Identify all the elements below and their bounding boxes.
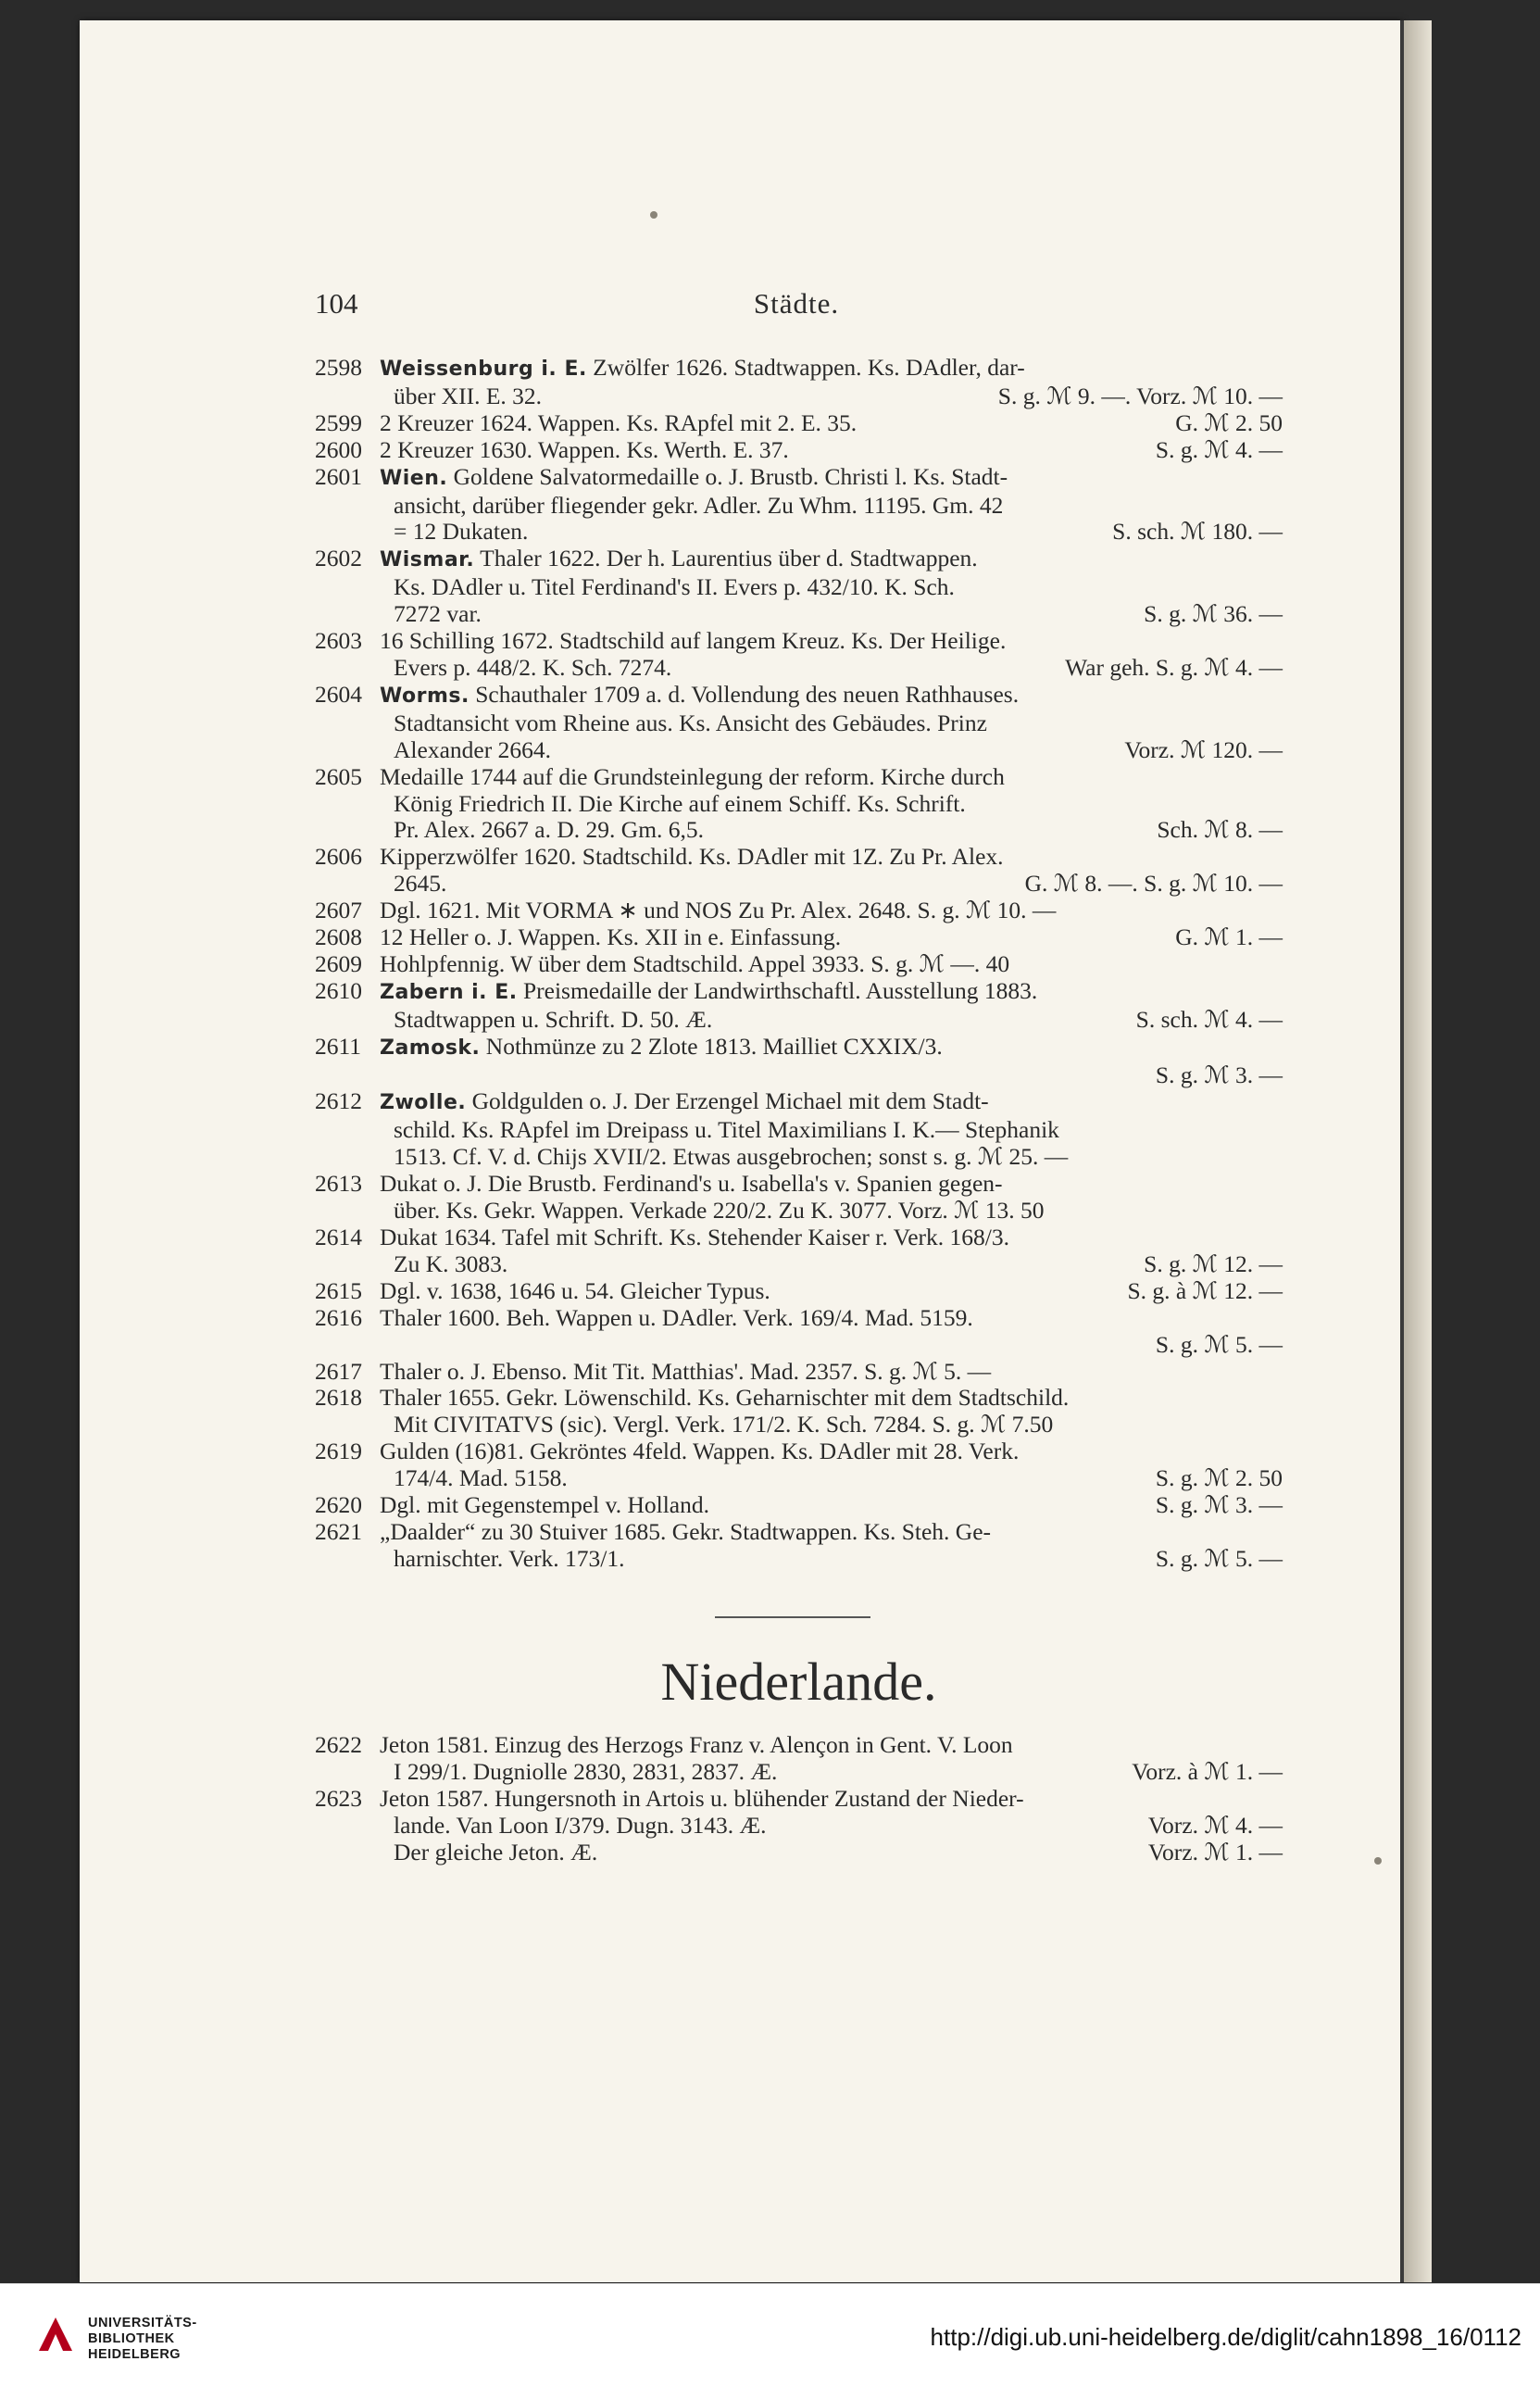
price-grade: S. g. ℳ 36. — (1144, 600, 1283, 628)
entry-line (315, 1062, 1283, 1089)
entry-line (315, 737, 1283, 764)
entry-line (315, 464, 1283, 493)
entry-text (394, 817, 704, 844)
description: Jeton 1587. Hungersnoth in Artois u. blühender Zustand der Nieder- (380, 1784, 1024, 1812)
entry-line (315, 1546, 1283, 1573)
entry-text (315, 1519, 991, 1546)
entry-line (315, 410, 1283, 437)
entry-text (315, 437, 789, 464)
section-divider (715, 1616, 870, 1618)
description: = 12 Dukaten. (394, 518, 529, 546)
entry-line (315, 355, 1283, 383)
catalog-entry (315, 1278, 1283, 1305)
description: Pr. Alex. 2667 a. D. 29. Gm. 6,5. (394, 816, 705, 844)
description: Hohlpfennig. W über dem Stadtschild. Appel 3933. S. g. ℳ —. 40 (380, 949, 1010, 977)
entry-text (394, 1117, 1059, 1144)
description: I 299/1. Dugniolle 2830, 2831, 2837. Æ. (394, 1757, 778, 1785)
lot-number: 2604 (315, 680, 362, 708)
price-grade (1264, 1117, 1283, 1144)
description: Goldgulden o. J. Der Erzengel Michael mit dem Stadt- (466, 1087, 989, 1115)
catalog-entry (315, 1225, 1283, 1278)
description: Dgl. 1621. Mit VORMA ∗ und NOS Zu Pr. Alex. 2648. S. g. ℳ 10. — (380, 897, 1057, 924)
entry-text (394, 737, 551, 764)
price-grade: S. g. ℳ 4. — (1155, 435, 1283, 463)
price-grade (1264, 1171, 1283, 1198)
entry-line (315, 1088, 1283, 1117)
entry-text (315, 1278, 770, 1305)
city-name: Zabern i. E. (380, 980, 518, 1004)
page-header (315, 287, 1278, 333)
entry-line (315, 1813, 1283, 1840)
description: 12 Heller o. J. Wappen. Ks. XII in e. Einfassung. (380, 923, 842, 951)
description: Alexander 2664. (394, 735, 551, 763)
entry-text (315, 1786, 1024, 1813)
library-name (88, 2316, 197, 2363)
price-grade: Vorz. ℳ 4. — (1147, 1811, 1283, 1839)
description: Dgl. v. 1638, 1646 u. 54. Gleicher Typus. (380, 1276, 770, 1304)
price-grade: Sch. ℳ 8. — (1157, 816, 1283, 844)
description: Ks. DAdler u. Titel Ferdinand's II. Evers p. 432/10. K. Sch. (394, 573, 955, 601)
entry-line (315, 437, 1283, 464)
catalog-entry (315, 355, 1283, 410)
entry-text (394, 383, 542, 410)
entry-line (315, 574, 1283, 601)
entry-line (315, 1438, 1283, 1465)
price-grade (1264, 464, 1283, 493)
entry-text (394, 655, 671, 682)
entry-line (315, 1519, 1283, 1546)
lot-number: 2606 (315, 843, 362, 871)
catalog-entry (315, 951, 1283, 978)
catalog-entry (315, 844, 1283, 898)
price-grade: S. g. ℳ 5. — (1155, 1330, 1283, 1358)
price-grade (1264, 1786, 1283, 1813)
entry-text (315, 628, 1006, 655)
entry-line (315, 764, 1283, 791)
price-grade (1264, 1412, 1283, 1438)
entry-text (315, 1305, 973, 1332)
entry-line (315, 898, 1283, 924)
price-grade (1264, 1305, 1283, 1332)
entry-text (315, 355, 1025, 383)
entry-text (394, 1840, 597, 1866)
price-grade (1264, 710, 1283, 737)
price-grade (1264, 1198, 1283, 1225)
entry-line (315, 1007, 1283, 1034)
entry-text (315, 682, 1019, 710)
price-grade (1264, 355, 1283, 383)
description: Dukat o. J. Die Brustb. Ferdinand's u. Isabella's v. Spanien gegen- (380, 1170, 1003, 1198)
catalog-entries (315, 355, 1283, 1573)
entry-text (394, 1198, 1045, 1225)
description: Medaille 1744 auf die Grundsteinlegung der reform. Kirche durch (380, 762, 1005, 790)
price-grade: G. ℳ 1. — (1175, 923, 1283, 951)
catalog-entry (315, 978, 1283, 1034)
price-grade (1264, 1088, 1283, 1117)
entry-line (315, 1278, 1283, 1305)
entry-text (394, 1412, 1053, 1438)
entry-line (315, 628, 1283, 655)
library-name-line: HEIDELBERG (88, 2347, 182, 2362)
catalog-entry (315, 464, 1283, 546)
description: „Daalder“ zu 30 Stuiver 1685. Gekr. Stadtwappen. Ks. Steh. Ge- (380, 1517, 991, 1545)
price-grade: S. g. ℳ 5. — (1155, 1544, 1283, 1572)
entry-text (315, 1225, 1009, 1251)
lot-number: 2610 (315, 976, 362, 1004)
city-name: Wien. (380, 466, 448, 490)
entry-text (315, 924, 841, 951)
price-grade: Vorz. à ℳ 1. — (1132, 1757, 1283, 1785)
entry-line (315, 1385, 1283, 1412)
entry-text (394, 1251, 507, 1278)
catalog-entry (315, 1385, 1283, 1438)
entry-text (394, 1144, 1068, 1171)
library-name-line: BIBLIOTHEK (88, 2331, 175, 2346)
entry-text (315, 978, 1037, 1007)
entry-line (315, 951, 1283, 978)
entry-line (315, 924, 1283, 951)
catalog-entry (315, 437, 1283, 464)
city-name: Weissenburg i. E. (380, 358, 587, 381)
lot-number: 2621 (315, 1517, 362, 1545)
price-grade (1264, 1359, 1283, 1386)
description: Evers p. 448/2. K. Sch. 7274. (394, 653, 672, 681)
paper-speck (1374, 1857, 1382, 1865)
lot-number: 2609 (315, 949, 362, 977)
entry-line (315, 601, 1283, 628)
entry-text (394, 1759, 777, 1786)
price-grade: War geh. S. g. ℳ 4. — (1065, 653, 1283, 681)
catalog-entry (315, 1359, 1283, 1386)
catalog-entry (315, 628, 1283, 682)
entry-text (394, 1465, 568, 1492)
entry-line (315, 1465, 1283, 1492)
price-grade: S. g. ℳ 12. — (1144, 1250, 1283, 1277)
price-grade (1264, 546, 1283, 574)
entry-line (315, 844, 1283, 871)
city-name: Zwolle. (380, 1091, 467, 1115)
library-name-line: UNIVERSITÄTS- (88, 2316, 197, 2330)
lot-number: 2613 (315, 1170, 362, 1198)
entry-line (315, 978, 1283, 1007)
entry-text (394, 519, 528, 546)
description: Thaler 1622. Der h. Laurentius über d. Stadtwappen. (474, 545, 978, 572)
catalog-entry (315, 1438, 1283, 1492)
lot-number: 2616 (315, 1303, 362, 1331)
price-grade: G. ℳ 8. —. S. g. ℳ 10. — (1024, 870, 1283, 898)
entry-text (315, 1732, 1013, 1759)
price-grade (1264, 898, 1283, 924)
entry-text (315, 1492, 709, 1519)
price-grade (1264, 628, 1283, 655)
price-grade (1264, 791, 1283, 818)
price-grade (1264, 1732, 1283, 1759)
description: Stadtansicht vom Rheine aus. Ks. Ansicht des Gebäudes. Prinz (394, 709, 987, 736)
catalog-entry (315, 1786, 1283, 1866)
price-grade (1264, 1519, 1283, 1546)
entry-line (315, 682, 1283, 710)
lot-number: 2603 (315, 627, 362, 655)
entry-text (315, 898, 1056, 924)
description: Preismedaille der Landwirthschaftl. Ausstellung 1883. (517, 976, 1038, 1004)
price-grade: S. sch. ℳ 4. — (1135, 1005, 1283, 1033)
description: Der gleiche Jeton. Æ. (394, 1838, 598, 1865)
price-grade: Vorz. ℳ 1. — (1147, 1838, 1283, 1865)
entry-text (315, 1359, 991, 1386)
lot-number: 2620 (315, 1491, 362, 1519)
lot-number: 2608 (315, 923, 362, 951)
page-number: 104 (315, 287, 358, 320)
entry-text (394, 1546, 625, 1573)
description: Thaler o. J. Ebenso. Mit Tit. Matthias'. Mad. 2357. S. g. ℳ 5. — (380, 1357, 992, 1385)
lot-number: 2600 (315, 435, 362, 463)
permalink-url[interactable]: http://digi.ub.uni-heidelberg.de/diglit/cahn1898_16/0112 (930, 2323, 1521, 2351)
section-title: Niederlande. (660, 1652, 937, 1712)
price-grade: Vorz. ℳ 120. — (1124, 735, 1283, 763)
description: Goldene Salvatormedaille o. J. Brustb. Christi l. Ks. Stadt- (447, 462, 1008, 490)
description: Dgl. mit Gegenstempel v. Holland. (380, 1491, 709, 1519)
entry-text (394, 574, 955, 601)
library-logo-icon (35, 2314, 76, 2355)
catalog-entry (315, 1732, 1283, 1786)
entry-text (394, 791, 966, 818)
price-grade: S. g. à ℳ 12. — (1127, 1276, 1283, 1304)
catalog-entry (315, 546, 1283, 628)
catalog-entry (315, 898, 1283, 924)
entry-line (315, 1251, 1283, 1278)
description: ansicht, darüber fliegender gekr. Adler. Zu Whm. 11195. Gm. 42 (394, 491, 1004, 519)
description: Zu K. 3083. (394, 1250, 508, 1277)
entry-text (315, 844, 1004, 871)
lot-number: 2623 (315, 1784, 362, 1812)
catalog-entry (315, 1088, 1283, 1171)
city-name: Worms. (380, 684, 470, 708)
description: harnischter. Verk. 173/1. (394, 1544, 625, 1572)
price-grade (1264, 1438, 1283, 1465)
catalog-entry (315, 1492, 1283, 1519)
entry-line (315, 1332, 1283, 1359)
entry-text (315, 410, 857, 437)
entry-line (315, 1492, 1283, 1519)
catalog-entry (315, 1171, 1283, 1225)
entry-line (315, 1034, 1283, 1062)
catalog-entry (315, 1034, 1283, 1089)
price-grade (1264, 682, 1283, 710)
price-grade (1264, 1385, 1283, 1412)
entry-line (315, 546, 1283, 574)
entry-line (315, 383, 1283, 410)
entry-line (315, 710, 1283, 737)
entry-line (315, 1759, 1283, 1786)
entry-line (315, 871, 1283, 898)
entry-text (315, 464, 1008, 493)
lot-number: 2617 (315, 1357, 362, 1385)
catalog-entry (315, 410, 1283, 437)
lot-number: 2614 (315, 1224, 362, 1250)
catalog-entry (315, 1519, 1283, 1573)
entry-text (315, 764, 1005, 791)
entry-line (315, 1305, 1283, 1332)
entry-line (315, 1171, 1283, 1198)
entry-text (315, 1385, 1069, 1412)
lot-number: 2622 (315, 1731, 362, 1758)
entry-text (394, 1813, 767, 1840)
description: König Friedrich II. Die Kirche auf einem Schiff. Ks. Schrift. (394, 789, 966, 817)
entry-text (315, 951, 1009, 978)
paper-speck (650, 211, 657, 219)
description: 2 Kreuzer 1624. Wappen. Ks. RApfel mit 2. E. 35. (380, 408, 858, 436)
price-grade: S. sch. ℳ 180. — (1112, 518, 1283, 546)
catalog-entry (315, 924, 1283, 951)
entry-text (315, 1171, 1003, 1198)
description: 16 Schilling 1672. Stadtschild auf langem Kreuz. Ks. Der Heilige. (380, 627, 1007, 655)
price-grade (1264, 764, 1283, 791)
lot-number: 2619 (315, 1438, 362, 1465)
entry-text (315, 1034, 943, 1062)
lot-number: 2601 (315, 462, 362, 490)
entry-line (315, 655, 1283, 682)
entry-text (394, 601, 482, 628)
description: Thaler 1655. Gekr. Löwenschild. Ks. Geharnischter mit dem Stadtschild. (380, 1384, 1070, 1412)
entry-line (315, 791, 1283, 818)
lot-number: 2612 (315, 1087, 362, 1115)
description: Stadtwappen u. Schrift. D. 50. Æ. (394, 1005, 713, 1033)
entry-text (394, 493, 1003, 520)
lot-number: 2611 (315, 1032, 362, 1060)
description: 2 Kreuzer 1630. Wappen. Ks. Werth. E. 37. (380, 435, 789, 463)
description: Schauthaler 1709 a. d. Vollendung des neuen Rathhauses. (469, 680, 1020, 708)
price-grade: S. g. ℳ 3. — (1155, 1491, 1283, 1519)
entry-text (394, 1007, 712, 1034)
entry-line (315, 817, 1283, 844)
price-grade: S. g. ℳ 9. —. Vorz. ℳ 10. — (997, 382, 1283, 409)
entry-line (315, 1117, 1283, 1144)
catalog-entry (315, 682, 1283, 764)
lot-number: 2602 (315, 545, 362, 572)
lot-number: 2607 (315, 897, 362, 924)
entry-line (315, 1840, 1283, 1866)
catalog-entries-niederlande (315, 1732, 1283, 1866)
description: 174/4. Mad. 5158. (394, 1464, 568, 1492)
entry-line (315, 1786, 1283, 1813)
entry-line (315, 519, 1283, 546)
lot-number: 2605 (315, 762, 362, 790)
description: über XII. E. 32. (394, 382, 543, 409)
price-grade: G. ℳ 2. 50 (1175, 408, 1283, 436)
entry-line (315, 1359, 1283, 1386)
lot-number: 2599 (315, 408, 362, 436)
entry-line (315, 1225, 1283, 1251)
price-grade (1264, 574, 1283, 601)
entry-text (315, 1088, 989, 1117)
price-grade (1264, 951, 1283, 978)
price-grade (1264, 493, 1283, 520)
entry-text (315, 546, 978, 574)
catalog-entry (315, 1305, 1283, 1359)
price-grade (1264, 1225, 1283, 1251)
description: 1513. Cf. V. d. Chijs XVII/2. Etwas ausgebrochen; sonst s. g. ℳ 25. — (394, 1143, 1069, 1171)
entry-text (394, 871, 446, 898)
page-title: Städte. (753, 287, 840, 320)
description: 2645. (394, 870, 447, 898)
description: schild. Ks. RApfel im Dreipass u. Titel Maximilians I. K.— Stephanik (394, 1116, 1059, 1144)
entry-text (315, 1438, 1019, 1465)
description: Gulden (16)81. Gekröntes 4feld. Wappen. Ks. DAdler mit 28. Verk. (380, 1438, 1020, 1465)
description: 7272 var. (394, 600, 482, 628)
entry-line (315, 493, 1283, 520)
page-gutter (1404, 20, 1432, 2282)
entry-line (315, 1198, 1283, 1225)
price-grade (1264, 1034, 1283, 1062)
city-name: Wismar. (380, 548, 475, 572)
description: über. Ks. Gekr. Wappen. Verkade 220/2. Zu K. 3077. Vorz. ℳ 13. 50 (394, 1197, 1045, 1225)
city-name: Zamosk. (380, 1036, 481, 1060)
entry-line (315, 1732, 1283, 1759)
price-grade: S. g. ℳ 2. 50 (1155, 1464, 1283, 1492)
price-grade (1264, 1144, 1283, 1171)
description: Mit CIVITATVS (sic). Vergl. Verk. 171/2. K. Sch. 7284. S. g. ℳ 7.50 (394, 1411, 1054, 1438)
description: Dukat 1634. Tafel mit Schrift. Ks. Stehender Kaiser r. Verk. 168/3. (380, 1224, 1009, 1250)
description: Zwölfer 1626. Stadtwappen. Ks. DAdler, dar- (586, 354, 1025, 381)
price-grade: S. g. ℳ 3. — (1155, 1061, 1283, 1088)
entry-line (315, 1144, 1283, 1171)
lot-number: 2615 (315, 1276, 362, 1304)
catalog-entry (315, 764, 1283, 845)
price-grade (1264, 978, 1283, 1007)
lot-number: 2618 (315, 1384, 362, 1412)
entry-line (315, 1412, 1283, 1438)
description: Thaler 1600. Beh. Wappen u. DAdler. Verk. 169/4. Mad. 5159. (380, 1303, 973, 1331)
description: lande. Van Loon I/379. Dugn. 3143. Æ. (394, 1811, 767, 1839)
lot-number: 2598 (315, 354, 362, 381)
price-grade (1264, 844, 1283, 871)
description: Nothmünze zu 2 Zlote 1813. Mailliet CXXIX/3. (480, 1032, 943, 1060)
description: Jeton 1581. Einzug des Herzogs Franz v. Alençon in Gent. V. Loon (380, 1731, 1013, 1758)
description: Kipperzwölfer 1620. Stadtschild. Ks. DAdler mit 1Z. Zu Pr. Alex. (380, 843, 1004, 871)
entry-text (394, 710, 987, 737)
